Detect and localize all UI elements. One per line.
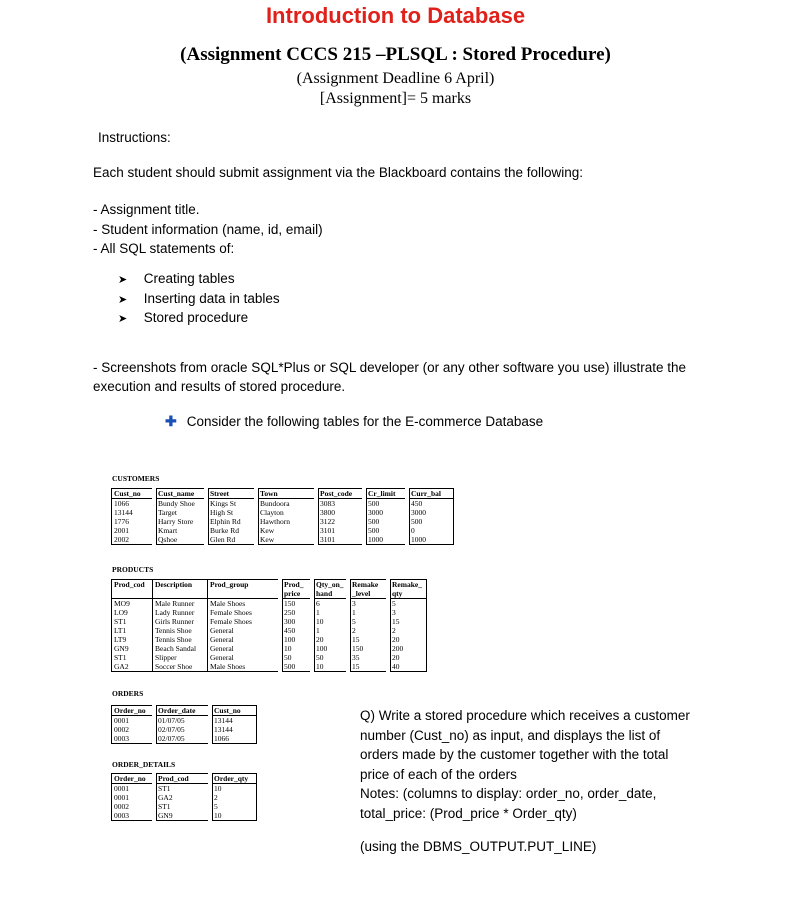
table-cell: 13144 <box>112 508 155 517</box>
table-cell: 250 <box>280 608 312 617</box>
question-line: orders made by the customer together with the total <box>360 747 669 762</box>
table-cell: MO9 <box>112 599 153 609</box>
column-header: Prod_cod <box>112 580 153 599</box>
table-cell: 3800 <box>316 508 364 517</box>
assignment-marks: [Assignment]= 5 marks <box>319 90 472 107</box>
table-row <box>112 499 454 509</box>
sub-item: ➤ Stored procedure <box>118 310 249 325</box>
table-cell: High St <box>206 508 256 517</box>
table-cell: 0003 <box>112 734 155 744</box>
table-cell: Target <box>154 508 206 517</box>
table-cell: 3000 <box>407 508 454 517</box>
table-cell: 10 <box>312 617 348 626</box>
orders-table <box>111 705 257 744</box>
table-cell: 15 <box>388 617 427 626</box>
table-cell: 15 <box>348 662 388 672</box>
instructions-intro: Each student should submit assignment via the Blackboard contains the following: <box>93 165 584 180</box>
table-cell: 500 <box>407 517 454 526</box>
question-line: Notes: (columns to display: order_no, order_date, <box>360 786 657 801</box>
table-cell: 10 <box>210 811 257 821</box>
table-cell: 01/07/05 <box>154 716 210 726</box>
document-title: Introduction to Database <box>265 3 526 28</box>
table-cell: Glen Rd <box>206 535 256 545</box>
table-cell: 2002 <box>112 535 155 545</box>
table-row <box>112 662 427 672</box>
order-details-table <box>111 773 257 821</box>
table-cell: Male Runner <box>153 599 208 609</box>
table-cell: 2 <box>348 626 388 635</box>
table-cell: 0002 <box>112 802 155 811</box>
table-cell: 450 <box>280 626 312 635</box>
instruction-item: - All SQL statements of: <box>93 241 235 256</box>
table-cell: Elphin Rd <box>206 517 256 526</box>
arrow-bullet-icon: ➤ <box>118 274 128 286</box>
column-header: Cr_limit <box>364 489 407 499</box>
column-header: Curr_bal <box>407 489 454 499</box>
table-cell: 5 <box>388 599 427 609</box>
arrow-bullet-icon: ➤ <box>118 294 128 306</box>
column-header: Cust_no <box>210 706 257 716</box>
table-header-row <box>112 580 427 599</box>
table-row <box>112 644 427 653</box>
table-cell: 0001 <box>112 716 155 726</box>
table-cell: 20 <box>312 635 348 644</box>
instruction-item: - Assignment title. <box>93 202 200 217</box>
table-cell: Bundoora <box>256 499 316 509</box>
table-cell: Kew <box>256 526 316 535</box>
column-header: Town <box>256 489 316 499</box>
table-cell: 02/07/05 <box>154 734 210 744</box>
column-header: Prod_group <box>208 580 281 599</box>
table-cell: ST1 <box>112 617 153 626</box>
table-cell: 3101 <box>316 526 364 535</box>
consider-line: ✚ Consider the following tables for the E-commerce Database <box>165 413 544 429</box>
column-header: Remake_ qty <box>388 580 427 599</box>
table-cell: 100 <box>312 644 348 653</box>
products-table <box>111 579 427 672</box>
table-cell: 2 <box>210 793 257 802</box>
column-header: Qty_on_ hand <box>312 580 348 599</box>
table-cell: 3 <box>388 608 427 617</box>
table-header-row <box>112 489 454 499</box>
table-row <box>112 716 257 726</box>
question-line: Q) Write a stored procedure which receives a customer <box>360 708 690 723</box>
table-row <box>112 725 257 734</box>
table-cell: 0001 <box>112 793 155 802</box>
table-cell: 13144 <box>210 725 257 734</box>
customers-label: CUSTOMERS <box>112 474 160 483</box>
table-cell: LT1 <box>112 626 153 635</box>
table-cell: 3101 <box>316 535 364 545</box>
table-header-row <box>112 706 257 716</box>
table-row <box>112 793 257 802</box>
table-cell: General <box>208 626 281 635</box>
table-cell: 1776 <box>112 517 155 526</box>
assignment-subtitle: (Assignment CCCS 215 –PLSQL : Stored Procedure) <box>180 44 611 65</box>
table-cell: 300 <box>280 617 312 626</box>
customers-table <box>111 488 454 545</box>
table-row <box>112 811 257 821</box>
table-cell: GA2 <box>112 662 153 672</box>
table-cell: Beach Sandal <box>153 644 208 653</box>
table-cell: 20 <box>388 653 427 662</box>
table-cell: Harry Store <box>154 517 206 526</box>
table-cell: 1 <box>312 608 348 617</box>
table-cell: 2001 <box>112 526 155 535</box>
table-cell: ST1 <box>154 784 210 794</box>
table-cell: Female Shoes <box>208 617 281 626</box>
products-label: PRODUCTS <box>112 565 154 574</box>
table-cell: 6 <box>312 599 348 609</box>
table-row <box>112 653 427 662</box>
table-row <box>112 517 454 526</box>
column-header: Cust_no <box>112 489 155 499</box>
table-cell: LO9 <box>112 608 153 617</box>
table-cell: Slipper <box>153 653 208 662</box>
question-line: (using the DBMS_OUTPUT.PUT_LINE) <box>360 839 597 854</box>
column-header: Order_qty <box>210 774 257 784</box>
table-cell: 10 <box>312 662 348 672</box>
table-cell: Bundy Shoe <box>154 499 206 509</box>
column-header: Cust_name <box>154 489 206 499</box>
table-cell: General <box>208 653 281 662</box>
column-header: Post_code <box>316 489 364 499</box>
table-cell: 15 <box>348 635 388 644</box>
plus-arrow-icon: ✚ <box>165 413 177 429</box>
question-line: total_price: (Prod_price * Order_qty) <box>360 805 577 821</box>
table-cell: 3000 <box>364 508 407 517</box>
question-block <box>360 706 740 857</box>
table-cell: 150 <box>280 599 312 609</box>
table-cell: Tennis Shoe <box>153 626 208 635</box>
table-cell: ST1 <box>154 802 210 811</box>
table-cell: LT9 <box>112 635 153 644</box>
table-cell: Kew <box>256 535 316 545</box>
table-cell: 0002 <box>112 725 155 734</box>
table-cell: 5 <box>348 617 388 626</box>
table-row <box>112 508 454 517</box>
instruction-item: - Student information (name, id, email) <box>93 222 323 237</box>
table-cell: 0 <box>407 526 454 535</box>
orders-label: ORDERS <box>112 689 144 698</box>
table-row <box>112 784 257 794</box>
table-cell: 2 <box>388 626 427 635</box>
table-cell: 02/07/05 <box>154 725 210 734</box>
table-cell: 3 <box>348 599 388 609</box>
table-cell: General <box>208 635 281 644</box>
table-cell: ST1 <box>112 653 153 662</box>
table-row <box>112 626 427 635</box>
table-cell: 13144 <box>210 716 257 726</box>
table-row <box>112 599 427 609</box>
table-cell: Kings St <box>206 499 256 509</box>
question-line: number (Cust_no) as input, and displays the list of <box>360 727 661 743</box>
table-cell: GA2 <box>154 793 210 802</box>
table-cell: 0001 <box>112 784 155 794</box>
table-cell: 150 <box>348 644 388 653</box>
table-cell: 200 <box>388 644 427 653</box>
table-cell: Burke Rd <box>206 526 256 535</box>
table-cell: 450 <box>407 499 454 509</box>
table-cell: 0003 <box>112 811 155 821</box>
column-header: Prod_ price <box>280 580 312 599</box>
question-line: price of each of the orders <box>360 766 517 782</box>
table-row <box>112 526 454 535</box>
table-row <box>112 535 454 545</box>
table-cell: 3122 <box>316 517 364 526</box>
column-header: Order_date <box>154 706 210 716</box>
table-cell: 1066 <box>210 734 257 744</box>
table-cell: 500 <box>364 517 407 526</box>
table-cell: GN9 <box>154 811 210 821</box>
table-cell: 10 <box>210 784 257 794</box>
screenshots-instruction-cont: execution and results of stored procedure. <box>93 379 346 394</box>
table-cell: Kmart <box>154 526 206 535</box>
table-cell: 40 <box>388 662 427 672</box>
column-header: Prod_cod <box>154 774 210 784</box>
table-cell: 5 <box>210 802 257 811</box>
table-row <box>112 617 427 626</box>
table-cell: 1 <box>348 608 388 617</box>
table-header-row <box>112 774 257 784</box>
order-details-label: ORDER_DETAILS <box>112 760 176 769</box>
instructions-heading: Instructions: <box>98 130 171 145</box>
table-row <box>112 802 257 811</box>
table-cell: Male Shoes <box>208 662 281 672</box>
table-cell: GN9 <box>112 644 153 653</box>
table-cell: Tennis Shoe <box>153 635 208 644</box>
table-cell: 500 <box>364 526 407 535</box>
column-header: Order_no <box>112 706 155 716</box>
table-cell: Lady Runner <box>153 608 208 617</box>
arrow-bullet-icon: ➤ <box>118 313 128 325</box>
table-cell: General <box>208 644 281 653</box>
table-cell: Girls Runner <box>153 617 208 626</box>
sub-item: ➤ Creating tables <box>118 271 235 286</box>
table-cell: 1000 <box>364 535 407 545</box>
table-cell: 20 <box>388 635 427 644</box>
table-cell: 1000 <box>407 535 454 545</box>
table-cell: Hawthorn <box>256 517 316 526</box>
table-cell: 10 <box>280 644 312 653</box>
table-cell: 1 <box>312 626 348 635</box>
table-row <box>112 608 427 617</box>
column-header: Description <box>153 580 208 599</box>
table-cell: 50 <box>312 653 348 662</box>
column-header: Remake _level <box>348 580 388 599</box>
table-row <box>112 734 257 744</box>
screenshots-instruction: - Screenshots from oracle SQL*Plus or SQL developer (or any other software you use) illustrate the <box>93 360 687 375</box>
table-cell: 35 <box>348 653 388 662</box>
table-row <box>112 635 427 644</box>
table-cell: 500 <box>364 499 407 509</box>
column-header: Order_no <box>112 774 155 784</box>
table-cell: 50 <box>280 653 312 662</box>
table-cell: Male Shoes <box>208 599 281 609</box>
table-cell: 3083 <box>316 499 364 509</box>
table-cell: 1066 <box>112 499 155 509</box>
table-cell: Female Shoes <box>208 608 281 617</box>
table-cell: Soccer Shoe <box>153 662 208 672</box>
assignment-deadline: (Assignment Deadline 6 April) <box>296 70 495 87</box>
table-cell: 500 <box>280 662 312 672</box>
table-cell: Clayton <box>256 508 316 517</box>
column-header: Street <box>206 489 256 499</box>
table-cell: 100 <box>280 635 312 644</box>
table-cell: Qshoe <box>154 535 206 545</box>
sub-item: ➤ Inserting data in tables <box>118 291 280 306</box>
